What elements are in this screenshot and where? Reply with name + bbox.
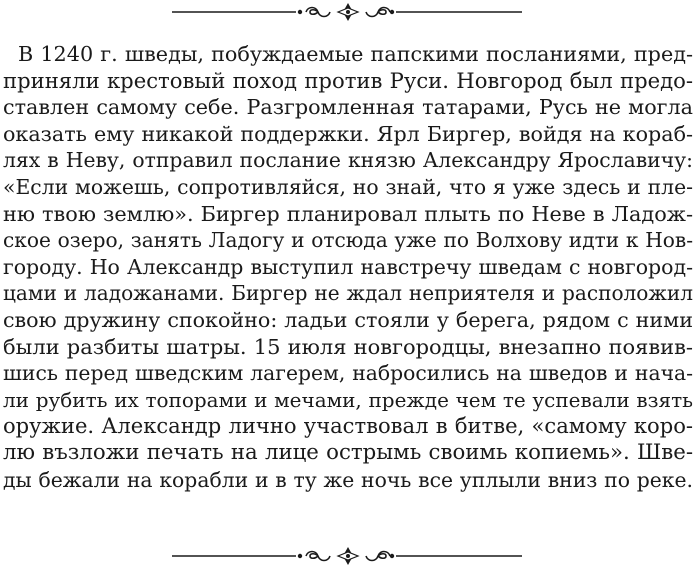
floral-divider-icon (0, 0, 696, 24)
paragraph-line: были разбиты шатры. 15 июля новгородцы, внезапно появив- (3, 334, 693, 359)
paragraph-line: лю възложи печать на лице острымь своимь копиемь». Шве- (3, 439, 693, 465)
floral-divider-icon (0, 544, 696, 568)
paragraph-line: «Если можешь, сопротивляйся, но знай, что я уже здесь и пле- (3, 174, 693, 199)
paragraph-line: городу. Но Александр выступил навстречу шведам с новгород- (3, 254, 693, 279)
paragraph-line: оказать ему никакой поддержки. Ярл Биргер, войдя на кораб- (3, 121, 693, 146)
bottom-ornament-divider (0, 544, 696, 568)
paragraph-line: приняли крестовый поход против Руси. Новгород был предо- (3, 67, 693, 93)
paragraph-line: свою дружину спокойно: ладьи стояли у берега, рядом с ними (3, 307, 693, 332)
paragraph-line: ское озеро, занять Ладогу и отсюда уже по Волхову идти к Нов- (3, 228, 693, 253)
paragraph-line: ставлен самому себе. Разгромленная татарами, Русь не могла (3, 95, 693, 120)
paragraph-line: В 1240 г. шведы, побуждаемые папскими посланиями, пред- (18, 42, 693, 66)
paragraph-line: ды бежали на корабли и в ту же ночь все уплыли вниз по реке. (3, 467, 693, 492)
main-paragraph (3, 41, 693, 493)
paragraph-line: ню твою землю». Биргер планировал плыть по Неве в Ладож- (3, 201, 693, 226)
paragraph-line: лях в Неву, отправил послание князю Александру Ярославичу: (3, 148, 693, 173)
paragraph-line: ли рубить их топорами и мечами, прежде чем те успевали взять (3, 387, 693, 412)
paragraph-line: шись перед шведским лагерем, набросились на шведов и нача- (3, 361, 693, 386)
paragraph-line: оружие. Александр лично участвовал в битве, «самому коро- (3, 413, 693, 439)
top-ornament-divider (0, 0, 696, 24)
paragraph-line: цами и ладожанами. Биргер не ждал неприятеля и расположил (3, 281, 693, 306)
